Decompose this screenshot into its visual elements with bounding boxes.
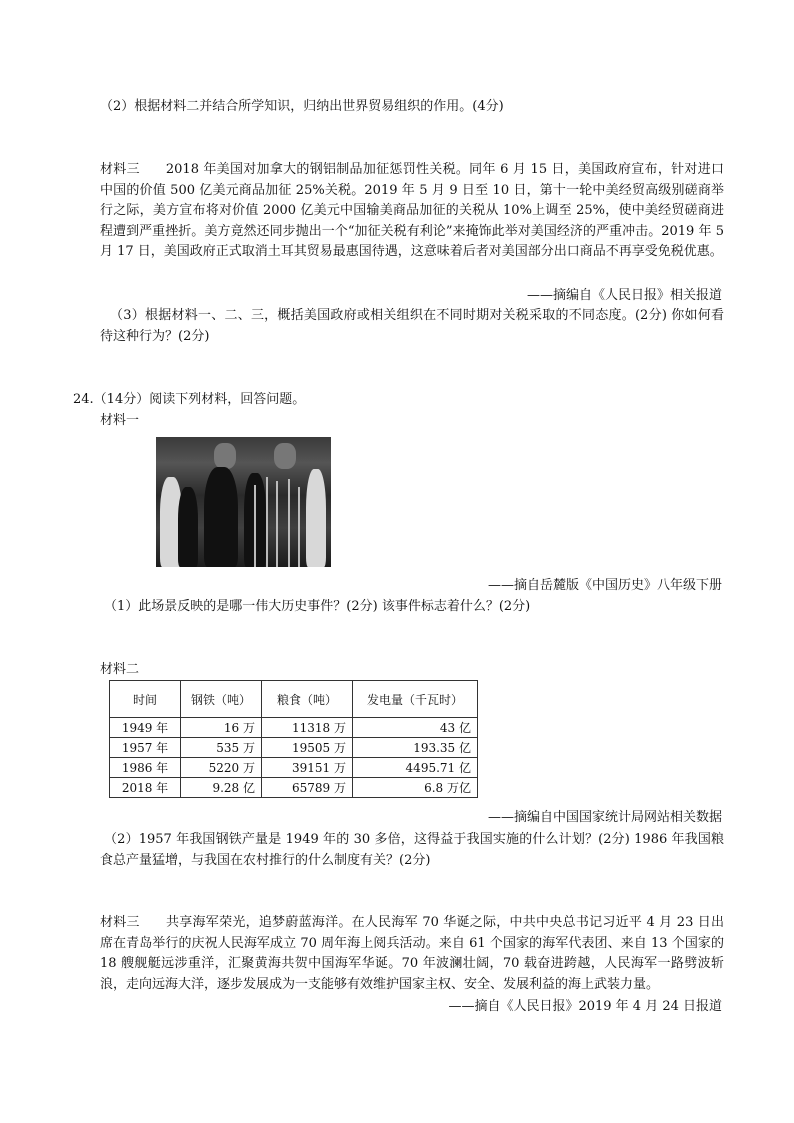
table-header: 钢铁（吨） — [181, 681, 262, 718]
table-cell: 6.8 万亿 — [353, 778, 478, 798]
table-cell: 1957 年 — [110, 738, 181, 758]
table-row — [110, 758, 478, 778]
table-cell: 1949 年 — [110, 718, 181, 738]
table-cell: 535 万 — [181, 738, 262, 758]
q24-material-2-source: ——摘编自中国国家统计局网站相关数据 — [487, 810, 722, 825]
table-cell: 9.28 亿 — [181, 778, 262, 798]
table-cell: 5220 万 — [181, 758, 262, 778]
table-row — [110, 778, 478, 798]
table-cell: 11318 万 — [262, 718, 353, 738]
table-header: 发电量（千瓦时） — [353, 681, 478, 718]
question-23-2: （2）根据材料二并结合所学知识，归纳出世界贸易组织的作用。(4分) — [100, 99, 504, 114]
question-23-3: （3）根据材料一、二、三，概括美国政府或相关组织在不同时期对关税采取的不同态度。(2分) 你如何看待这种行为？(2分) — [100, 308, 724, 344]
q24-material-1-source: ——摘自岳麓版《中国历史》八年级下册 — [487, 578, 722, 593]
table-row — [110, 738, 478, 758]
table-cell: 16 万 — [181, 718, 262, 738]
material-3-label: 材料三 — [100, 162, 140, 177]
q24-material-3-paragraph — [100, 913, 724, 995]
table-cell: 39151 万 — [262, 758, 353, 778]
statistics-table — [109, 680, 478, 798]
founding-ceremony-photo — [156, 437, 331, 567]
q24-material-1-label: 材料一 — [100, 413, 140, 428]
material-3-paragraph — [100, 160, 724, 263]
table-header: 粮食（吨） — [262, 681, 353, 718]
q24-material-3-source: ——摘自《人民日报》2019 年 4 月 24 日报道 — [448, 999, 722, 1014]
table-cell: 2018 年 — [110, 778, 181, 798]
table-header: 时间 — [110, 681, 181, 718]
material-3-text: 2018 年美国对加拿大的钢铝制品加征惩罚性关税。同年 6 月 15 日，美国政府宣布，针对进口中国的价值 500 亿美元商品加征 25%关税。2019 年 5 月 9 日至 10 日，第十一轮中美经贸高级别磋商举行之际，美方宣布将对价值 2000 亿美元中国输美商品加征的关税从 10%上调至 25%，使中美经贸磋商进程遭到严重挫折。美方竟然还同步抛出一个“加征关税有利论”来掩饰此举对美国经济的严重冲击。2019 年 5 月 17 日，美国政府正式取消土耳其贸易最惠国待遇，这意味着后者对美国部分出口商品不再享受免税优惠。 — [100, 162, 724, 259]
question-24-title: 24.（14分）阅读下列材料，回答问题。 — [73, 392, 306, 407]
table-header-row — [110, 681, 478, 718]
q24-material-2-label: 材料二 — [100, 662, 140, 677]
q24-material-3-text: 共享海军荣光，追梦蔚蓝海洋。在人民海军 70 华诞之际，中共中央总书记习近平 4 月 23 日出席在青岛举行的庆祝人民海军成立 70 周年海上阅兵活动。来自 61 个国家的海军代表团、来自 13 个国家的 18 艘舰艇远涉重洋，汇聚黄海共贺中国海军华诞。70 年波澜壮阔，70 载奋进跨越，人民海军一路劈波斩浪，走向远海大洋，逐步发展成为一支能够有效维护国家主权、安全、发展利益的海上武装力量。 — [100, 915, 724, 992]
question-24-1: （1）此场景反映的是哪一伟大历史事件？(2分) 该事件标志着什么？(2分) — [104, 599, 531, 614]
table-row — [110, 718, 478, 738]
table-cell: 4495.71 亿 — [353, 758, 478, 778]
q24-material-3-label: 材料三 — [100, 915, 140, 930]
table-cell: 43 亿 — [353, 718, 478, 738]
material-3-source: ——摘编自《人民日报》相关报道 — [526, 288, 722, 303]
question-24-2: （2）1957 年我国钢铁产量是 1949 年的 30 多倍，这得益于我国实施的什么计划？(2分) 1986 年我国粮食总产量猛增，与我国在农村推行的什么制度有关？(2分) — [100, 832, 724, 868]
table-cell: 19505 万 — [262, 738, 353, 758]
table-cell: 193.35 亿 — [353, 738, 478, 758]
table-cell: 1986 年 — [110, 758, 181, 778]
table-cell: 65789 万 — [262, 778, 353, 798]
